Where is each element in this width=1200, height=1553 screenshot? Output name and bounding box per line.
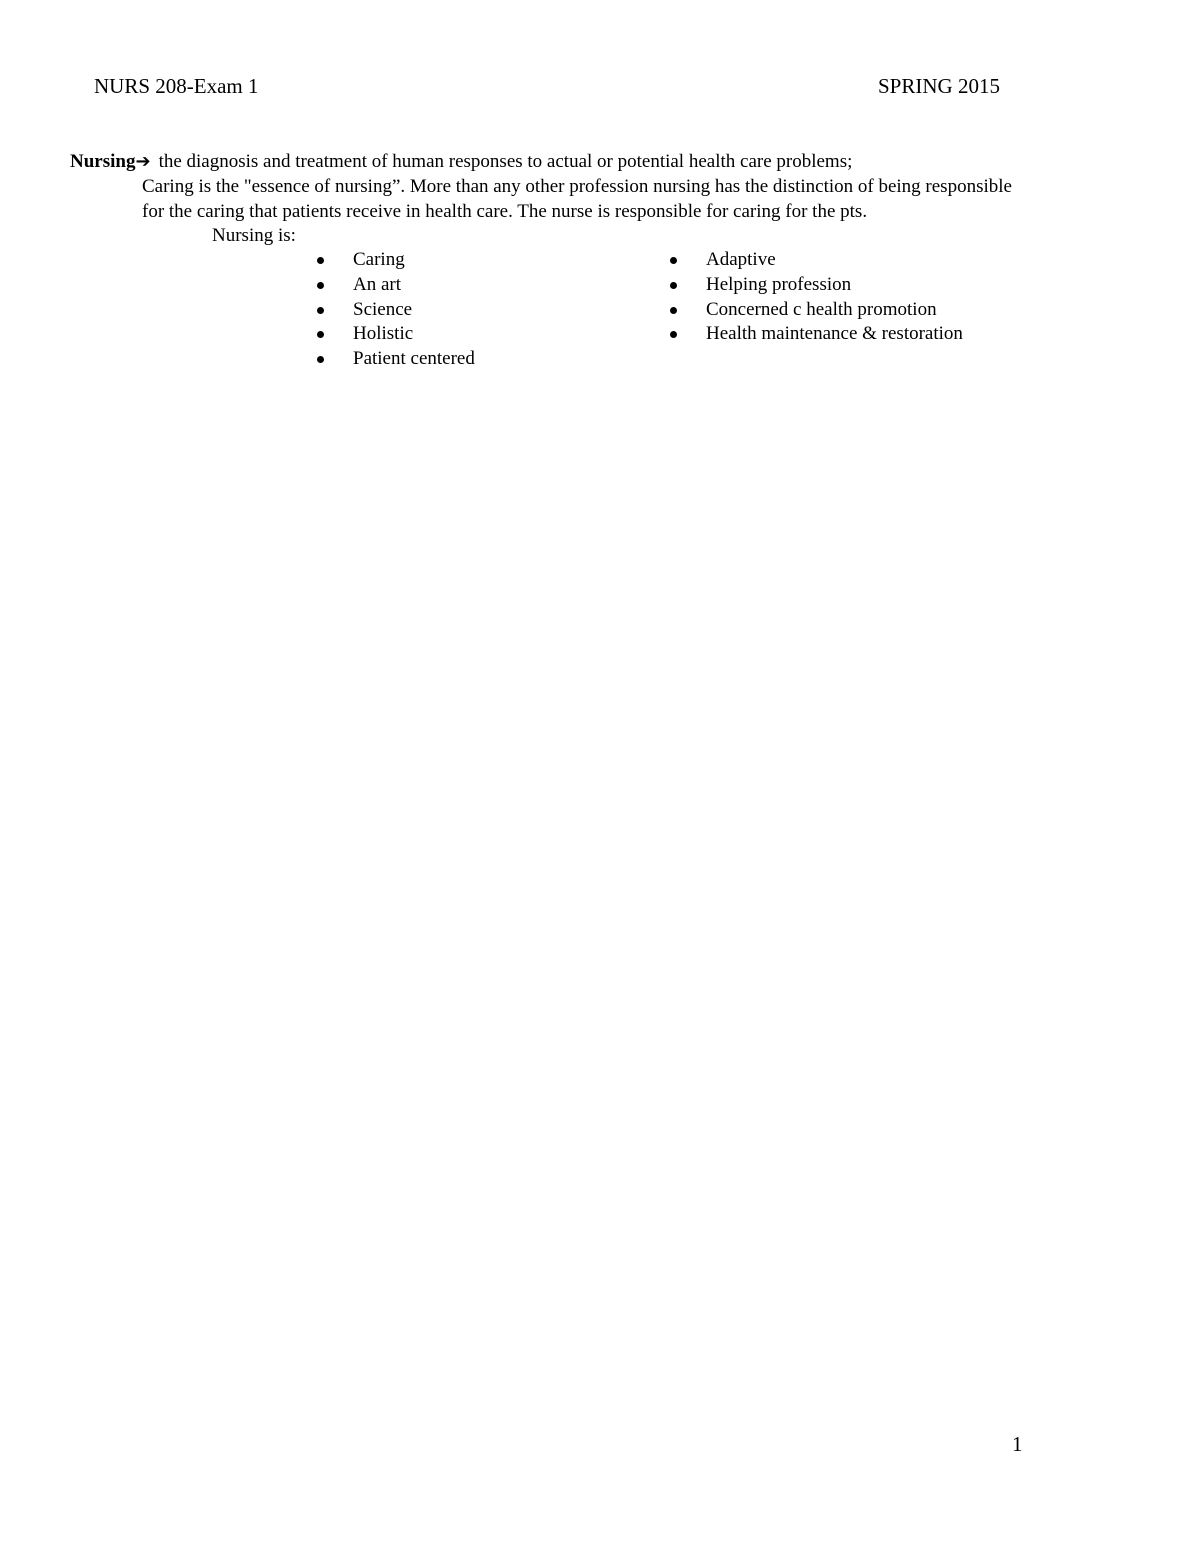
bullet-icon xyxy=(317,331,324,338)
caring-line-2: for the caring that patients receive in health care. The nurse is responsible for caring for the pts. xyxy=(142,201,868,222)
list-item-text: Science xyxy=(353,298,413,320)
bullet-icon xyxy=(670,307,677,314)
nursing-is-label: Nursing is: xyxy=(212,225,296,246)
page-number: 1 xyxy=(1012,1432,1023,1456)
caring-line-1: Caring is the "essence of nursing”. More than any other profession nursing has the distinction of being responsible xyxy=(142,176,1012,197)
list-item-text: Health maintenance & restoration xyxy=(706,323,963,345)
list-item-text: Helping profession xyxy=(706,273,852,295)
bullet-icon xyxy=(317,282,324,289)
list-item-text: Concerned c health promotion xyxy=(706,298,937,320)
nursing-traits-column-2 xyxy=(667,248,963,347)
bullet-icon xyxy=(670,331,677,338)
term-header: SPRING 2015 xyxy=(878,74,1000,98)
caring-paragraph xyxy=(142,174,1142,224)
list-item xyxy=(667,248,963,273)
bullet-icon xyxy=(317,257,324,264)
list-item-text: Caring xyxy=(353,249,405,270)
list-item xyxy=(314,322,475,347)
bullet-icon xyxy=(317,307,324,314)
course-header: NURS 208-Exam 1 xyxy=(94,74,259,98)
nursing-traits-column-1 xyxy=(314,248,475,372)
arrow-right-icon: ➔ xyxy=(135,151,151,172)
bullet-icon xyxy=(670,282,677,289)
bullet-icon xyxy=(317,356,324,363)
list-item xyxy=(667,322,963,347)
list-item xyxy=(314,248,475,273)
list-item-text: Patient centered xyxy=(353,348,475,370)
list-item xyxy=(667,273,963,298)
list-item xyxy=(314,298,475,323)
bullet-icon xyxy=(670,257,677,264)
definition-text: the diagnosis and treatment of human responses to actual or potential health care problems; xyxy=(158,151,853,172)
list-item xyxy=(667,298,963,323)
definition-term: Nursing xyxy=(70,151,136,172)
list-item-text: Holistic xyxy=(353,323,414,345)
list-item xyxy=(314,347,475,372)
list-item xyxy=(314,273,475,298)
nursing-definition xyxy=(70,149,852,174)
list-item-text: Adaptive xyxy=(706,249,776,270)
list-item-text: An art xyxy=(353,273,402,295)
